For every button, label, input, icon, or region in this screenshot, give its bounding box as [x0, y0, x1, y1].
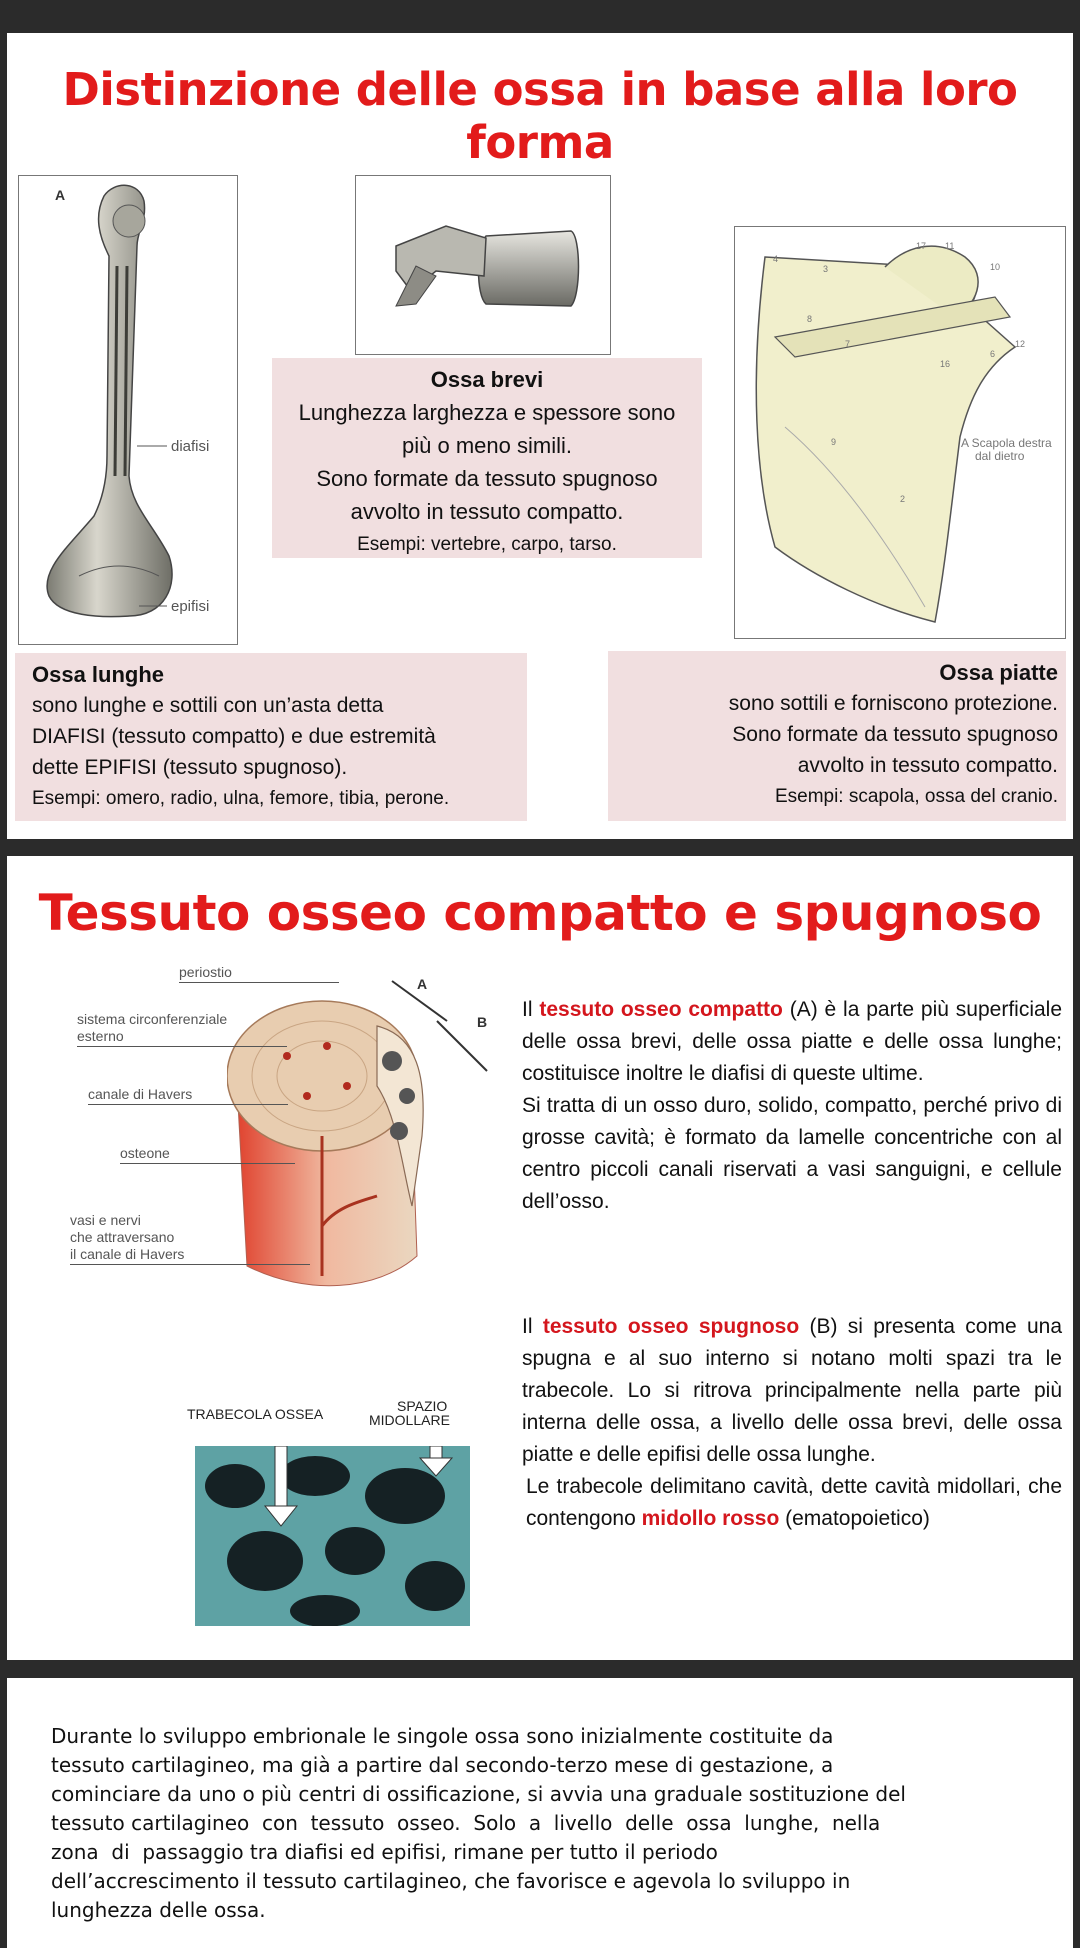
diafisi-label: diafisi	[171, 438, 210, 455]
ossa-lunghe-line: sono lunghe e sottili con un’asta detta	[32, 694, 384, 717]
ossa-lunghe-line: dette EPIFISI (tessuto spugnoso).	[32, 756, 348, 779]
scapula-num: 2	[900, 494, 906, 504]
ossa-lunghe-heading: Ossa lunghe	[32, 662, 165, 687]
midollo-rosso-term: midollo rosso	[641, 1507, 780, 1530]
femur-letter: A	[55, 187, 66, 203]
leader-line	[77, 1046, 287, 1047]
label-osteone: osteone	[120, 1145, 170, 1161]
leader-line	[70, 1264, 310, 1265]
scapula-num: 17	[916, 241, 927, 251]
spugnoso-pre: Il	[522, 1315, 543, 1338]
leader-line	[88, 1104, 288, 1105]
spugnoso-post: (B) si presenta come una spugna e al suo interno si notano molti spazi tra le trabecole. Lo si ritrova principalmente nella parte più interna delle ossa, a livello delle ossa brevi, delle ossa piatte e delle epifisi delle ossa lunghe.	[522, 1315, 1062, 1466]
scapula-num: 6	[990, 349, 996, 359]
leader-line	[120, 1163, 295, 1164]
scapula-num: 10	[990, 262, 1001, 272]
scapula-num: 12	[1015, 339, 1026, 349]
scapula-caption-sub: dal dietro	[975, 449, 1025, 463]
spugnoso-term: tessuto osseo spugnoso	[542, 1315, 800, 1338]
ossa-brevi-examples: Esempi: vertebre, carpo, tarso.	[357, 534, 617, 555]
label-sistema-1: sistema circonferenziale	[77, 1011, 228, 1027]
scapula-num: 7	[845, 339, 851, 349]
ossification-line: tessuto cartilagineo con tessuto osseo. Solo a livello delle ossa lunghe, nella	[51, 1811, 881, 1835]
ossification-line: cominciare da uno o più centri di ossificazione, si avvia una graduale sostituzione del	[51, 1782, 906, 1806]
scapula-caption: A Scapola destra	[961, 436, 1052, 450]
scapula-num: 4	[773, 254, 779, 264]
compatto-paragraph	[522, 994, 1062, 1218]
spongy-bone-micrograph	[195, 1446, 470, 1626]
vertebra-drawing	[356, 176, 612, 356]
scapula-num: 11	[945, 241, 955, 251]
compatto-term: tessuto osseo compatto	[539, 998, 783, 1021]
ossification-line: Durante lo sviluppo embrionale le singole ossa sono inizialmente costituite da	[51, 1724, 834, 1748]
ossa-lunghe-examples: Esempi: omero, radio, ulna, femore, tibia, perone.	[32, 788, 450, 809]
ossa-brevi-box	[272, 358, 702, 558]
ossa-piatte-heading: Ossa piatte	[939, 660, 1058, 685]
ossa-brevi-line: avvolto in tessuto compatto.	[350, 499, 624, 524]
leader-line	[179, 982, 339, 983]
compatto-second: Si tratta di un osso duro, solido, compatto, perché privo di grosse cavità; è formato da lamelle concentriche con al centro piccoli canali riservati a vasi sanguigni, e cellule dell’osso.	[522, 1094, 1062, 1213]
ossification-line: lunghezza delle ossa.	[51, 1898, 266, 1922]
spugnoso-second-pre: Le trabecole delimitano cavità, dette cavità midollari, che contengono	[526, 1475, 1062, 1530]
ossa-piatte-examples: Esempi: scapola, ossa del cranio.	[774, 786, 1058, 807]
scapula-num: 9	[831, 437, 837, 447]
spugnoso-second	[522, 1471, 1062, 1535]
label-spazio-1: SPAZIO	[397, 1398, 448, 1414]
compatto-post: (A) è la parte più superficiale delle ossa brevi, delle ossa piatte e delle ossa lunghe; costituisce inoltre le diafisi di queste ultime.	[522, 998, 1063, 1085]
slide-bone-shapes	[7, 33, 1073, 839]
ossification-line: dell’accrescimento il tessuto cartilagineo, che favorisce e agevola lo sviluppo in	[51, 1869, 851, 1893]
ossification-paragraph	[51, 1722, 1041, 1925]
ossa-brevi-line: Lunghezza larghezza e spessore sono	[298, 400, 676, 425]
scapula-drawing	[735, 227, 1067, 640]
label-letter-a: A	[417, 976, 428, 992]
label-sistema-2: esterno	[77, 1028, 124, 1044]
label-vasi-1: vasi e nervi	[70, 1212, 141, 1228]
scapula-num: 8	[807, 314, 813, 324]
ossa-lunghe-box	[15, 653, 527, 821]
scapula-num: 3	[823, 264, 829, 274]
ossa-piatte-line: sono sottili e forniscono protezione.	[728, 692, 1058, 715]
vertebra-illustration	[355, 175, 611, 355]
label-spazio-2: MIDOLLARE	[369, 1412, 450, 1428]
label-vasi-2: che attraversano	[70, 1229, 175, 1245]
scapula-num: 16	[940, 359, 951, 369]
ossa-lunghe-line: DIAFISI (tessuto compatto) e due estremità	[32, 725, 436, 748]
epifisi-label: epifisi	[171, 598, 210, 615]
ossa-brevi-line: più o meno simili.	[402, 433, 572, 458]
femur-illustration	[18, 175, 238, 645]
ossa-piatte-box	[608, 651, 1066, 821]
ossa-brevi-heading: Ossa brevi	[430, 367, 544, 392]
scapula-illustration	[734, 226, 1066, 639]
label-periostio: periostio	[179, 964, 232, 980]
slide-bone-tissue	[7, 856, 1073, 1660]
label-canale: canale di Havers	[88, 1086, 193, 1102]
femur-drawing	[19, 176, 239, 646]
ossa-brevi-line: Sono formate da tessuto spugnoso	[316, 466, 658, 491]
spugnoso-second-post: (ematopoietico)	[779, 1507, 930, 1530]
label-letter-b: B	[477, 1014, 488, 1030]
ossification-line: tessuto cartilagineo, ma già a partire dal secondo-terzo mese di gestazione, a	[51, 1753, 834, 1777]
ossa-piatte-line: avvolto in tessuto compatto.	[797, 754, 1058, 777]
compatto-pre: Il	[522, 998, 540, 1021]
spugnoso-paragraph	[522, 1311, 1062, 1535]
slide1-title: Distinzione delle ossa in base alla loro forma	[62, 63, 1018, 169]
ossification-line: zona di passaggio tra diafisi ed epifisi, rimane per tutto il periodo	[51, 1840, 718, 1864]
label-vasi-3: il canale di Havers	[70, 1246, 185, 1262]
ab-pointer-lines	[387, 976, 497, 1076]
ossa-piatte-line: Sono formate da tessuto spugnoso	[732, 723, 1058, 746]
slide-ossification	[7, 1678, 1073, 1948]
label-trabecola: TRABECOLA OSSEA	[187, 1406, 324, 1422]
slide2-title: Tessuto osseo compatto e spugnoso	[38, 884, 1042, 942]
